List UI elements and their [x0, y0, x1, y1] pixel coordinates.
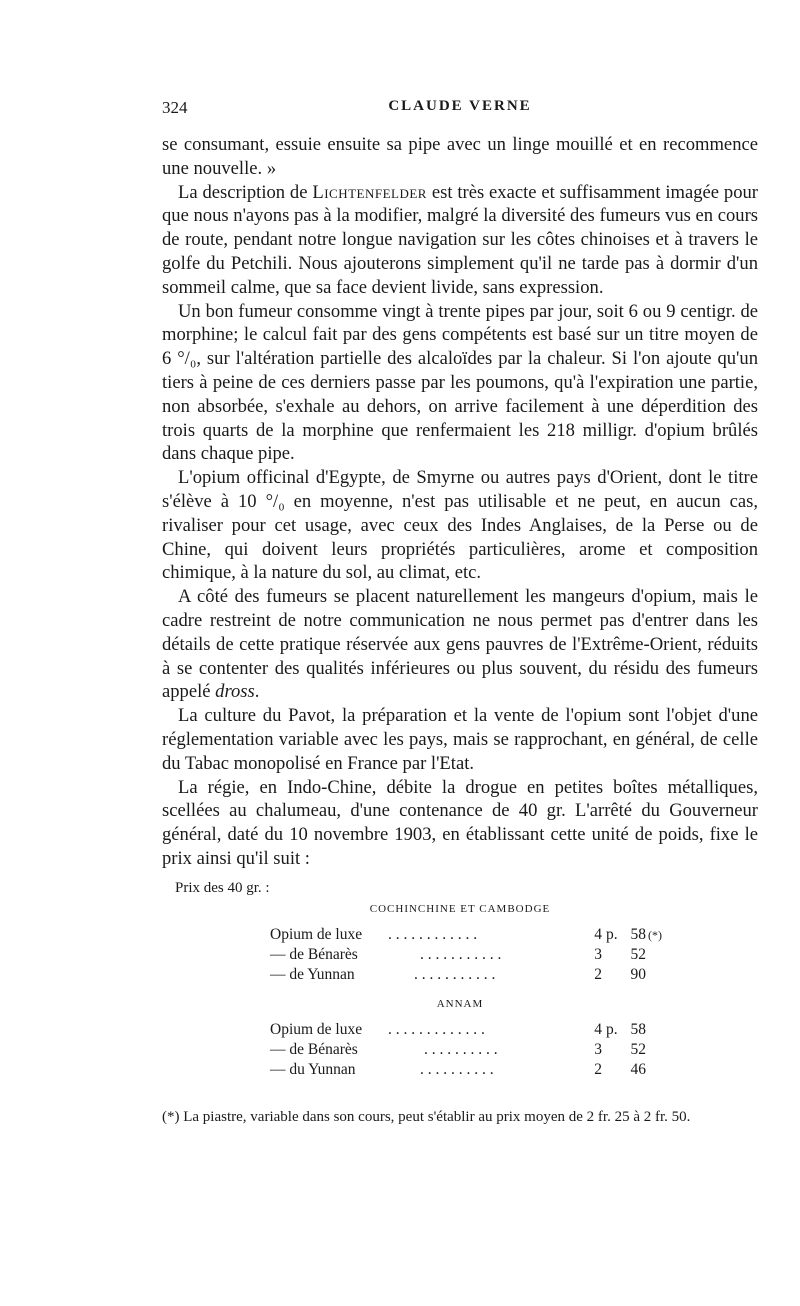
- paragraph-4: L'opium officinal d'Egypte, de Smyrne ou autres pays d'Orient, dont le titre s'élève à 10 °/₀ en moyenne, n'est pas utilisable et ne peut, en aucun cas, rivaliser pour cet usage, avec ceux des Indes Anglaises, de la Perse ou de Chine, qui doivent leurs propriétés particulières, arome et composition chimique, à la nature du sol, au climat, etc.: [162, 467, 758, 584]
- price-table-annam: [270, 1020, 690, 1080]
- table-row: [270, 945, 690, 965]
- row-leader: . . . . . . . . . . . . .: [388, 1021, 485, 1038]
- body-text: [162, 133, 758, 871]
- table-row: [270, 1040, 690, 1060]
- row-piastres: 3: [594, 1041, 602, 1058]
- row-cents: 52: [630, 1041, 646, 1058]
- row-leader: . . . . . . . . . . . .: [388, 926, 478, 943]
- row-label: — de Bénarès: [270, 1041, 358, 1058]
- row-leader: . . . . . . . . . . .: [420, 946, 502, 963]
- row-leader: . . . . . . . . . .: [420, 1061, 494, 1078]
- row-unit: p.: [606, 926, 618, 943]
- row-piastres: 2: [594, 1061, 602, 1078]
- row-unit: p.: [606, 1021, 618, 1038]
- row-label: — de Bénarès: [270, 946, 358, 963]
- paragraph-3: Un bon fumeur consomme vingt à trente pipes par jour, soit 6 ou 9 centigr. de morphine; le calcul fait par des gens compétents est basé sur un titre moyen de 6 °/₀, sur l'altération partielle des alcaloïdes par la chaleur. Si l'on ajoute qu'un tiers à peine de ces derniers passe par les poumons, qu'à l'expiration une partie, non absorbée, s'exhale au dehors, on arrive facilement à une déperdition des trois quarts de la morphine que renfermaient les 218 milligr. d'opium brûlés dans chaque pipe.: [162, 300, 758, 465]
- running-title: CLAUDE VERNE: [388, 98, 532, 114]
- table-title-cochinchine: COCHINCHINE ET CAMBODGE: [369, 903, 551, 915]
- author-name-lichtenfelder: Lichtenfelder: [312, 181, 427, 203]
- table-title-annam: ANNAM: [436, 998, 484, 1010]
- row-piastres: 4: [594, 926, 602, 943]
- table-row: [270, 1020, 690, 1040]
- row-label: — du Yunnan: [270, 1061, 356, 1078]
- table-row: [270, 965, 690, 985]
- row-cents: 90: [630, 966, 646, 983]
- price-label: Prix des 40 gr. :: [175, 880, 270, 896]
- row-cents: 46: [630, 1061, 646, 1078]
- page-number: 324: [162, 98, 188, 117]
- row-piastres: 3: [594, 946, 602, 963]
- paragraph-2-lead: La description de: [178, 181, 313, 203]
- row-leader: . . . . . . . . . . .: [414, 966, 496, 983]
- row-cents: 52: [630, 946, 646, 963]
- paragraph-2-rest: est très exacte et suffisamment imagée pour que nous n'ayons pas à la modifier, malgré la diversité des fumeurs vus en cours de route, pendant notre longue navigation sur les côtes chinoises et à travers le golfe du Petchili. Nous ajouterons simplement qu'il ne tarde pas à dormir d'un sommeil calme, que sa face devient livide, sans expression.: [162, 181, 758, 298]
- footnote: (*) La piastre, variable dans son cours, peut s'établir au prix moyen de 2 fr. 25 à 2 fr. 50.: [162, 1109, 691, 1125]
- row-cents: 58: [630, 926, 646, 943]
- row-leader: . . . . . . . . . .: [424, 1041, 498, 1058]
- row-label: — de Yunnan: [270, 966, 355, 983]
- paragraph-7: La régie, en Indo-Chine, débite la drogue en petites boîtes métalliques, scellées au chalumeau, d'une contenance de 40 gr. L'arrêté du Gouverneur général, daté du 10 novembre 1903, en établissant cette unité de poids, fixe le prix ainsi qu'il suit :: [162, 776, 758, 869]
- paragraph-2: [162, 181, 758, 300]
- row-footnote-mark: (*): [648, 928, 662, 942]
- term-dross: dross: [215, 681, 255, 703]
- row-piastres: 2: [594, 966, 602, 983]
- paragraph-6: La culture du Pavot, la préparation et la vente de l'opium sont l'objet d'une réglementation variable avec les pays, mais se rapprochant, en général, de celle du Tabac monopolisé en France par l'Etat.: [162, 705, 758, 774]
- paragraph-5-lead: A côté des fumeurs se placent naturellement les mangeurs d'opium, mais le cadre restreint de notre communication ne nous permet pas d'entrer dans les détails de cette pratique réservée aux gens pauvres de l'Extrême-Orient, réduits à se contenter des qualités inférieures ou plus souvent, du résidu des fumeurs appelé: [162, 586, 758, 703]
- row-label: Opium de luxe: [270, 926, 363, 943]
- paragraph-1: se consumant, essuie ensuite sa pipe avec un linge mouillé et en recommence une nouvelle. »: [162, 134, 758, 179]
- table-row: [270, 925, 690, 945]
- table-row: [270, 1060, 690, 1080]
- price-table-cochinchine: [270, 925, 690, 985]
- paragraph-5-end: .: [254, 681, 260, 703]
- row-cents: 58: [630, 1021, 646, 1038]
- running-header: [162, 98, 758, 122]
- row-piastres: 4: [594, 1021, 602, 1038]
- paragraph-5: [162, 585, 758, 704]
- row-label: Opium de luxe: [270, 1021, 363, 1038]
